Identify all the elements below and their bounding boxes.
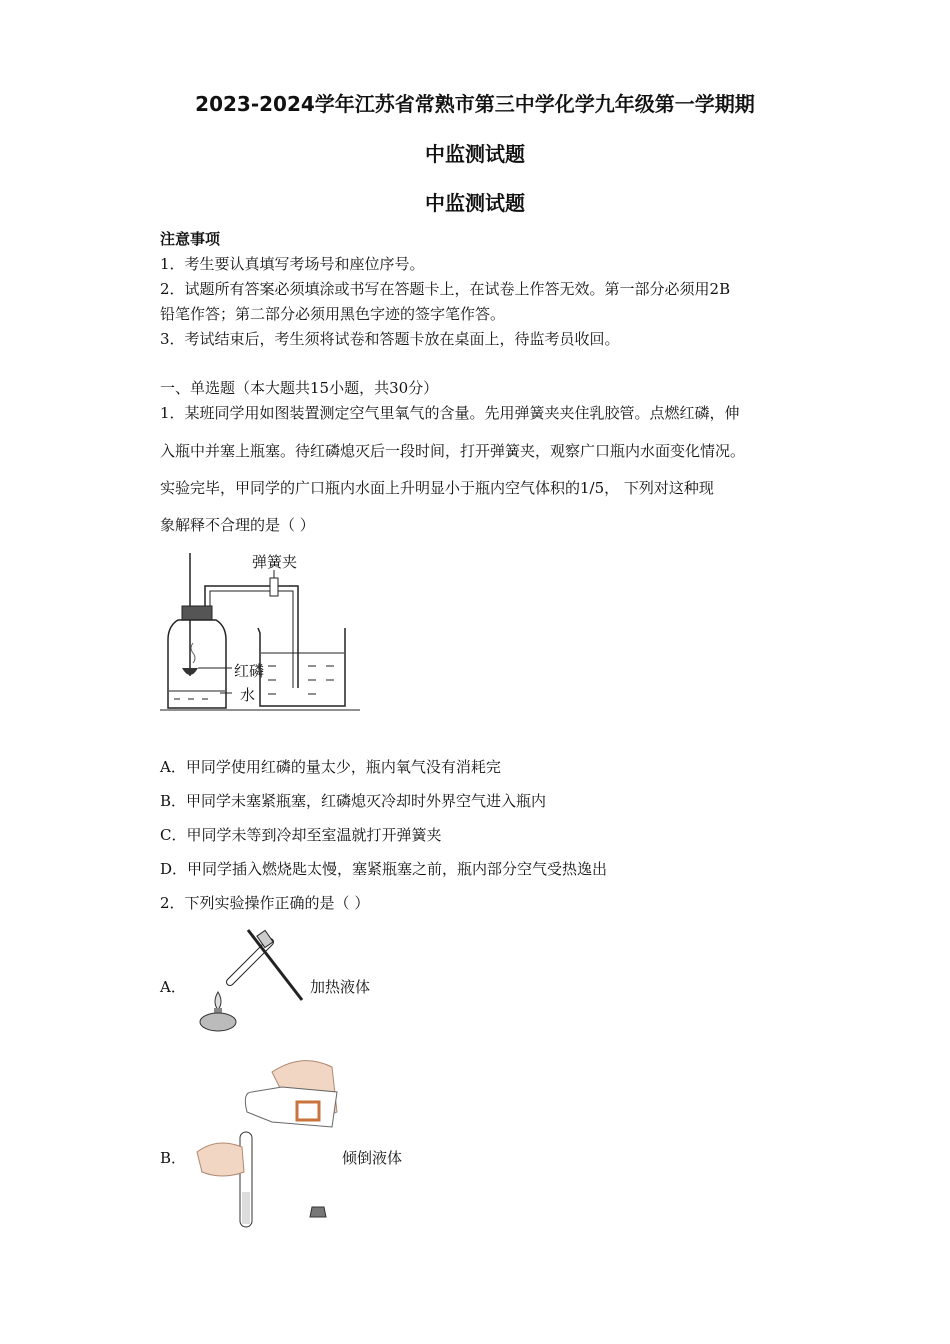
q1-stem-line: 1．某班同学用如图装置测定空气里氧气的含量。先用弹簧夹夹住乳胶管。点燃红磷，伸 — [160, 404, 740, 422]
q1-stem-line: 入瓶中并塞上瓶塞。待红磷熄灭后一段时间，打开弹簧夹，观察广口瓶内水面变化情况。 — [160, 442, 746, 460]
pouring-liquid-caption: 倾倒液体 — [342, 1149, 403, 1167]
q1-option-b: B．甲同学未塞紧瓶塞，红磷熄灭冷却时外界空气进入瓶内 — [160, 792, 547, 810]
heating-liquid-figure — [190, 922, 310, 1037]
q1-option-d: D．甲同学插入燃烧匙太慢，塞紧瓶塞之前，瓶内部分空气受热逸出 — [160, 860, 608, 878]
figure-label-water: 水 — [240, 686, 256, 704]
figure-label-phosphorus: 红磷 — [234, 662, 265, 680]
exam-title-line-2: 中监测试题 — [425, 142, 525, 166]
exam-title-line-3: 中监测试题 — [425, 191, 525, 215]
q1-apparatus-figure — [160, 548, 360, 713]
exam-title-line-1: 2023-2024学年江苏省常熟市第三中学化学九年级第一学期期 — [195, 92, 755, 116]
q1-stem-line: 实验完毕，甲同学的广口瓶内水面上升明显小于瓶内空气体积的1/5， 下列对这种现 — [160, 479, 714, 497]
notice-item: 铅笔作答；第二部分必须用黑色字迹的签字笔作答。 — [160, 305, 506, 323]
figure-label-clamp: 弹簧夹 — [252, 553, 298, 571]
q2-option-a-letter: A． — [160, 978, 186, 996]
notice-heading: 注意事项 — [160, 230, 221, 248]
pouring-liquid-figure — [192, 1052, 342, 1232]
heating-liquid-caption: 加热液体 — [310, 978, 371, 996]
q1-stem-line: 象解释不合理的是（ ） — [160, 516, 315, 534]
q1-option-a: A．甲同学使用红磷的量太少，瓶内氧气没有消耗完 — [160, 758, 501, 776]
q2-stem: 2．下列实验操作正确的是（ ） — [160, 894, 370, 912]
q1-option-c: C．甲同学未等到冷却至室温就打开弹簧夹 — [160, 826, 442, 844]
section-heading: 一、单选题（本大题共15小题，共30分） — [160, 379, 439, 397]
q2-option-b-letter: B． — [160, 1149, 187, 1167]
notice-item: 2．试题所有答案必须填涂或书写在答题卡上，在试卷上作答无效。第一部分必须用2B — [160, 280, 731, 298]
notice-item: 1．考生要认真填写考场号和座位序号。 — [160, 255, 425, 273]
notice-item: 3．考试结束后，考生须将试卷和答题卡放在桌面上，待监考员收回。 — [160, 330, 620, 348]
